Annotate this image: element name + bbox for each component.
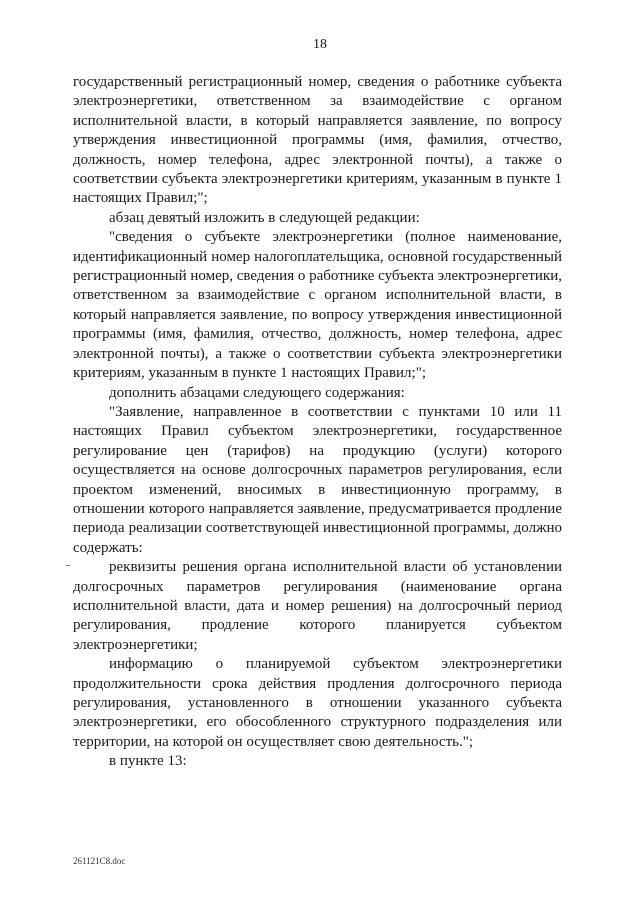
page-number: 18 bbox=[313, 37, 327, 52]
paragraph: "Заявление, направленное в соответствии с пунктами 10 или 11 настоящих Правил субъектом электроэнергетики, государственное регулирование цен (тарифов) на продукцию (услуги) которого осуществляется на основе долгосрочных параметров регулирования, если проектом изменений, вносимых в инвестиционную программу, в отношении которого направляется заявление, предусматривается продление периода реализации соответствующей инвестиционной программы, должно содержать: bbox=[73, 403, 562, 556]
file-name-footer: 261121C8.doc bbox=[73, 856, 126, 866]
paragraph: "сведения о субъекте электроэнергетики (полное наименование, идентификационный номер налогоплательщика, основной государственный регистрационный номер, сведения о работнике субъекта электроэнергетики, ответственном за взаимодействие с органом исполнительной власти, в который направляется заявление, по вопросу утверждения инвестиционной программы (имя, фамилия, отчество, должность, номер телефона, адрес электронной почты), а также о соответствии субъекта электроэнергетики критериям, указанным в пункте 1 настоящих Правил;"; bbox=[73, 229, 563, 382]
paragraph: абзац девятый изложить в следующей редакции: bbox=[109, 209, 420, 226]
paragraph: информацию о планируемой субъектом электроэнергетики продолжительности срока действия продления долгосрочного периода регулирования, установленного в отношении указанного субъекта электроэнергетики, его обособленного структурного подразделения или территории, на которой он осуществляет свою деятельность."; bbox=[73, 656, 562, 750]
paragraph: реквизиты решения органа исполнительной власти об установлении долгосрочных параметров регулирования (наименование органа исполнительной власти, дата и номер решения) на долгосрочный период регулирования, продление которого планируется субъектом электроэнергетики; bbox=[73, 559, 562, 653]
paragraph: в пункте 13: bbox=[109, 753, 187, 770]
document-body bbox=[73, 73, 562, 772]
paragraph: государственный регистрационный номер, сведения о работнике субъекта электроэнергетики, ответственном за взаимодействие с органом исполнительной власти, в который направляется заявление, по вопросу утверждения инвестиционной программы (имя, фамилия, отчество, должность, номер телефона, адрес электронной почты), а также о соответствии субъекта электроэнергетики критериям, указанным в пункте 1 настоящих Правил;"; bbox=[73, 74, 562, 207]
margin-mark bbox=[66, 565, 70, 566]
paragraph: дополнить абзацами следующего содержания: bbox=[109, 384, 405, 401]
